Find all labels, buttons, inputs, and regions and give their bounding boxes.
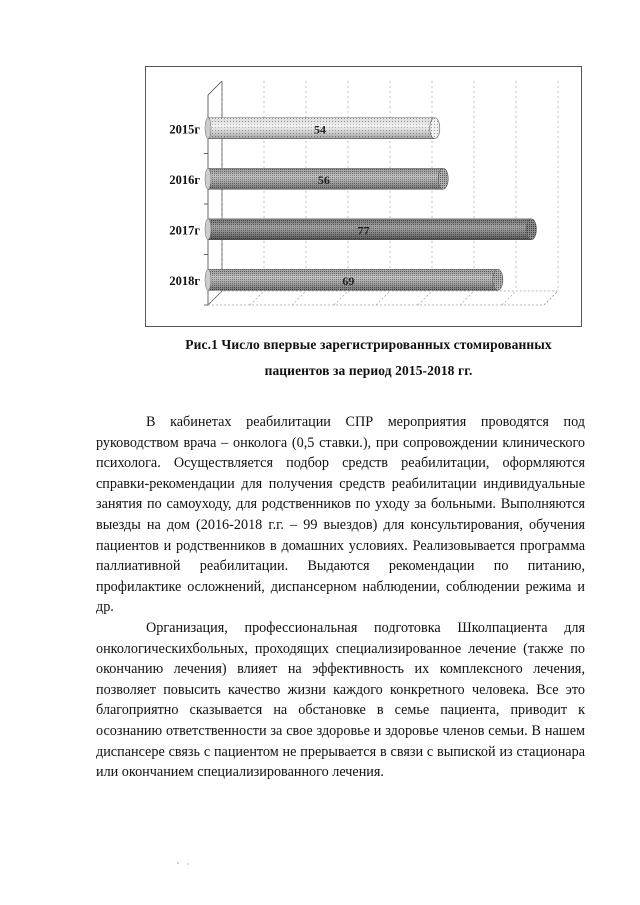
data-label: 69 xyxy=(342,273,355,288)
data-label: 56 xyxy=(317,172,330,187)
chart-gridline-floor xyxy=(502,291,516,305)
chart-gridline-floor xyxy=(376,291,390,305)
scan-specks xyxy=(176,857,216,869)
category-label: 2016г xyxy=(169,172,200,187)
bar-start-cap xyxy=(205,168,211,189)
chart-gridline-floor xyxy=(544,291,558,305)
bar-end-cap xyxy=(430,118,440,139)
bar-2017г xyxy=(205,219,536,240)
category-label: 2018г xyxy=(169,273,200,288)
bar-start-cap xyxy=(205,118,211,139)
bar-shading xyxy=(208,219,531,240)
paragraph-rehabilitation: В кабинетах реабилитации СПР мероприятия проводятся под руководством врача – онколога (0,5 ставки.), при сопровождении клинического психолога. Осуществляется подбор средств реабилитации, оформляются справки-рекомендации для получения средств реабилитации индивидуальные занятия по самоуходу, для родственников по уходу за больными. Выполняются выезды на дом (2016-2018 г.г. – 99 выездов) для консультирования, обучения пациентов и родственников в домашних условиях. Реализовывается программа паллиативной реабилитации. Выдаются рекомендации по питанию, профилактике осложнений, диспансерном наблюдении, соблюдении режима и др. xyxy=(96,414,585,616)
figure-caption-line-1: Рис.1 Число впервые зарегистрированных стомированных xyxy=(185,337,552,352)
chart-gridline-floor xyxy=(334,291,348,305)
chart-gridline-floor xyxy=(250,291,264,305)
paragraph-patient-school: Организация, профессиональная подготовка Школпациента для онкологическихбольных, проходящих специализированное лечение (также по окончанию лечения) влияет на эффективность их комплексного лечения, позволяет повысить качество жизни каждого конкретного человека. Все это благоприятно сказывается на обстановке в семье пациента, приводит к осознанию ответственности за свое здоровье и здоровье членов семьи. В нашем диспансере связь с пациентом не прерывается в связи с выпиской из стационара или окончанием специализированного лечения. xyxy=(96,619,585,781)
chart-gridline-floor xyxy=(460,291,474,305)
chart-canvas xyxy=(146,67,583,328)
category-label: 2015г xyxy=(169,122,200,137)
bar-start-cap xyxy=(205,219,211,240)
data-label: 77 xyxy=(357,223,370,238)
bar-end-cap xyxy=(526,219,536,240)
chart-bars xyxy=(205,118,536,291)
bar-end-cap xyxy=(493,269,503,290)
chart-labels xyxy=(169,122,369,288)
chart-gridline-floor xyxy=(292,291,306,305)
body-text xyxy=(96,412,585,783)
chart-gridline-floor xyxy=(418,291,432,305)
bar-chart xyxy=(145,66,582,327)
data-label: 54 xyxy=(314,122,327,137)
figure-caption-line-2: пациентов за период 2015-2018 гг. xyxy=(264,363,473,378)
bar-start-cap xyxy=(205,269,211,290)
category-label: 2017г xyxy=(169,223,200,238)
bar-end-cap xyxy=(438,168,448,189)
